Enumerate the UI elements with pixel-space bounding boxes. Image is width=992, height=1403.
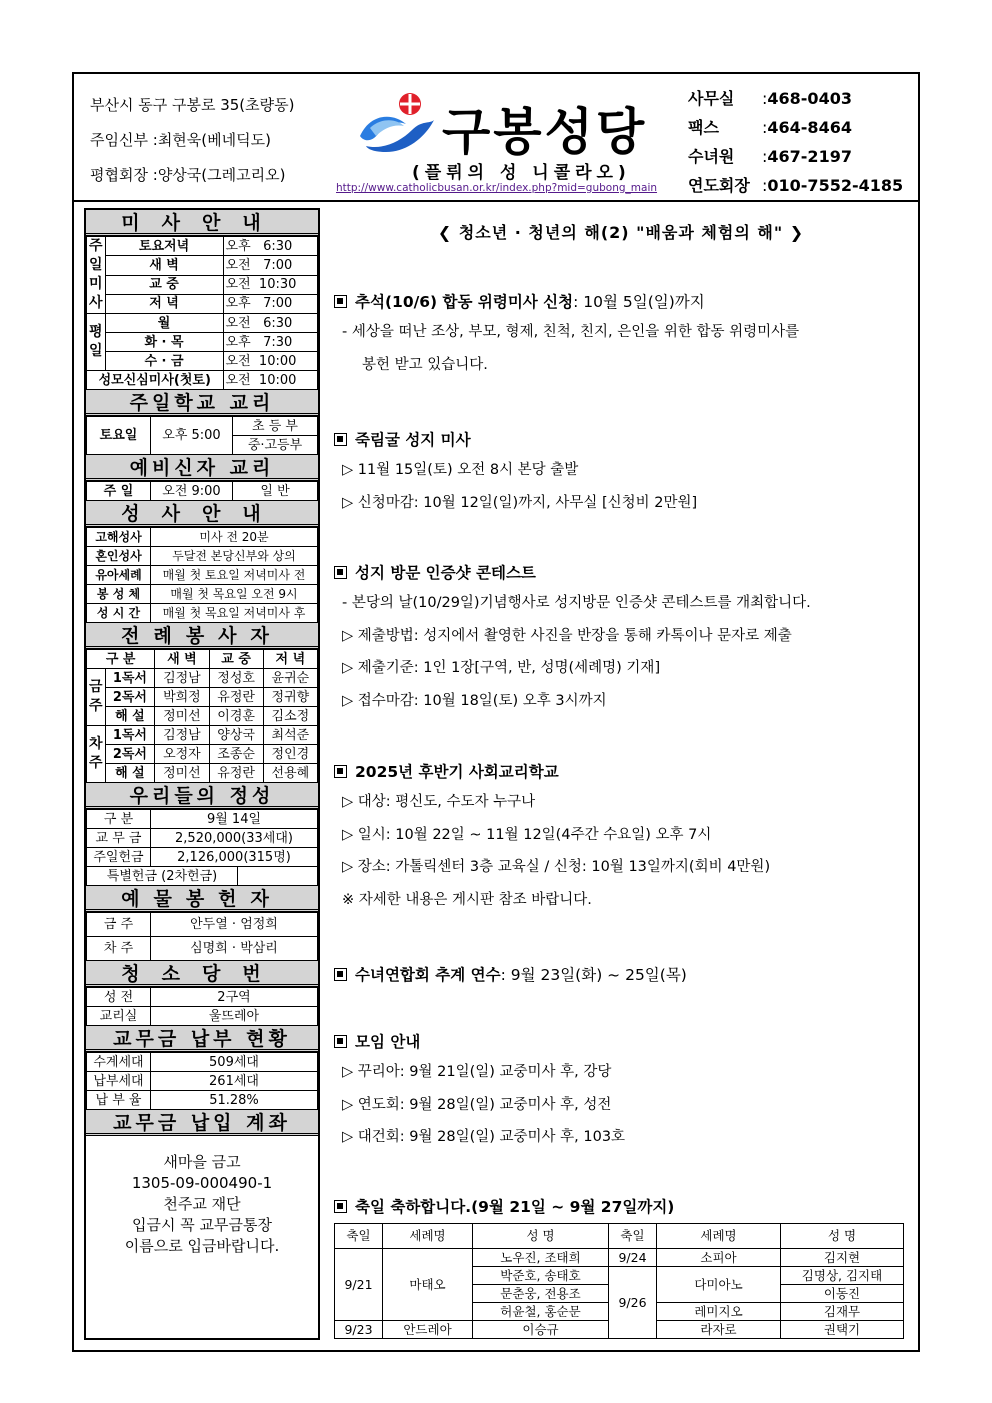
minister: 최석준 (263, 726, 317, 745)
week-label: 차주 (87, 726, 106, 783)
section-social-doctrine (334, 760, 908, 916)
table-row (87, 547, 318, 566)
table-row (87, 482, 318, 501)
table-row (87, 988, 318, 1007)
square-bullet-icon (334, 566, 347, 579)
member-names: 박준호, 송태호 (473, 1267, 609, 1285)
sacrament-desc: 미사 전 20분 (151, 528, 318, 547)
section-memorial-mass (334, 290, 908, 381)
section-line: ▷ 접수마감: 10월 18일(토) 오후 3시까지 (342, 692, 607, 709)
pastor-line (90, 123, 295, 158)
member-names: 노우진, 조태희 (473, 1249, 609, 1267)
contact-yeondo (688, 171, 903, 200)
role: 1독서 (105, 726, 155, 745)
patron-saint: (플뤼의 성 니콜라오) (412, 163, 631, 183)
minister: 김정남 (155, 669, 209, 688)
table-row (87, 764, 318, 783)
section-heading (334, 963, 908, 985)
column-header: 성 명 (781, 1224, 904, 1249)
baptismal-name: 안드레아 (383, 1321, 473, 1339)
time: 6:30 (263, 238, 293, 254)
ministers-title: 전례봉사자 (86, 623, 318, 649)
section-line: ▷ 장소: 가톨릭센터 3층 교육실 / 신청: 10월 13일까지(회비 4만원) (342, 859, 771, 875)
weekday-mass-label: 평일 (87, 314, 106, 371)
column-header: 저 녁 (263, 650, 317, 669)
mass-name: 저 녁 (105, 294, 223, 313)
mass-schedule-table (86, 236, 318, 390)
table-row (87, 1091, 318, 1110)
ampm: 오전 (225, 353, 251, 369)
offering-value: 2,126,000(315명) (151, 848, 318, 867)
special-offering-value (238, 867, 318, 886)
contact-label: 팩스 (688, 118, 719, 137)
member-names: 김재무 (781, 1303, 904, 1321)
section-tail: : 10월 5일(일)까지 (573, 293, 705, 311)
minister: 정귀향 (263, 688, 317, 707)
time: 10:30 (258, 277, 297, 293)
square-bullet-icon (334, 433, 347, 446)
square-bullet-icon (334, 968, 347, 981)
donor-names: 안두열 · 엄정희 (151, 913, 318, 937)
mass-name: 화 · 목 (105, 333, 223, 352)
feast-day-table (334, 1223, 904, 1339)
mass-name: 교 중 (105, 275, 223, 294)
section-line: ※ 자세한 내용은 게시판 참조 바랍니다. (342, 891, 592, 908)
table-row (87, 371, 318, 390)
theme-banner: ❮ 청소년 · 청년의 해(2) "배움과 체험의 해" ❯ (437, 223, 805, 242)
table-row (87, 352, 318, 371)
member-names: 허윤철, 홍순문 (473, 1303, 609, 1321)
column-header: 교 중 (209, 650, 263, 669)
baptismal-name: 라자로 (657, 1321, 781, 1339)
baptismal-name: 레미지오 (657, 1303, 781, 1321)
mass-time (223, 294, 317, 313)
offering-label: 교 무 금 (87, 829, 151, 848)
table-row (87, 688, 318, 707)
church-logo-area (336, 84, 676, 200)
ampm: 오전 (225, 277, 251, 293)
class-time: 오후 5:00 (151, 417, 233, 455)
minister: 박희정 (155, 688, 209, 707)
sacrament-name: 유아세례 (87, 566, 151, 585)
section-line: ▷ 제출기준: 1인 1장[구역, 반, 성명(세례명) 기재] (342, 660, 661, 676)
section-title: 모임 안내 (355, 1033, 421, 1051)
section-line: ▷ 연도회: 9월 28일(일) 교중미사 후, 성전 (342, 1096, 612, 1113)
section-title: 성지 방문 인증샷 콘테스트 (355, 564, 536, 582)
ampm: 오후 (225, 238, 251, 254)
table-row (87, 417, 318, 436)
member-names: 김지현 (781, 1249, 904, 1267)
offerings-title: 우리들의 정성 (86, 783, 318, 809)
section-line: ▷ 대상: 평신도, 수도자 누구나 (342, 794, 536, 810)
column-header: 새 벽 (155, 650, 209, 669)
account-number: 1305-09-000490-1 (131, 1174, 273, 1192)
ampm: 오후 (225, 334, 251, 350)
feast-date: 9/21 (335, 1249, 383, 1321)
section-heading (334, 290, 908, 312)
offering-label: 구 분 (87, 810, 151, 829)
church-logo-icon (356, 90, 436, 154)
role: 해 설 (105, 764, 155, 783)
cleaning-place: 교리실 (87, 1007, 151, 1026)
table-row (87, 604, 318, 623)
section-title: 2025년 후반기 사회교리학교 (355, 763, 559, 781)
member-names: 이승규 (473, 1321, 609, 1339)
column-header: 축일 (335, 1224, 383, 1249)
phone-number: 464-8464 (767, 118, 852, 137)
square-bullet-icon (334, 295, 347, 308)
table-row (87, 867, 318, 886)
dues-value: 509세대 (151, 1053, 318, 1072)
time: 7:00 (263, 296, 293, 312)
week-label: 금주 (87, 669, 106, 726)
table-row (87, 237, 318, 256)
catechumen-table (86, 481, 318, 501)
address: 부산시 동구 구봉로 35(초량동) (90, 96, 295, 114)
class-day: 주 일 (87, 482, 151, 501)
sacrament-name: 봉 성 체 (87, 585, 151, 604)
table-row (87, 566, 318, 585)
contact-value (762, 171, 903, 200)
table-row (87, 528, 318, 547)
section-line: - 본당의 날(10/29일)기념행사로 성지방문 인증샷 콘테스트를 개최합니다. (342, 595, 811, 611)
table-row (87, 1007, 318, 1026)
dues-title: 교무금 납부 현황 (86, 1026, 318, 1052)
offering-value: 9월 14일 (151, 810, 318, 829)
column-header: 세례명 (657, 1224, 781, 1249)
square-bullet-icon (334, 1200, 347, 1213)
time: 6:30 (263, 315, 293, 331)
member-names: 김명상, 김지태 (781, 1267, 904, 1285)
section-nuns-retreat (334, 963, 908, 985)
dues-label: 납 부 율 (87, 1091, 151, 1110)
sidebar-info (84, 208, 320, 1340)
role: 해 설 (105, 707, 155, 726)
minister: 정미선 (155, 707, 209, 726)
minister: 조종순 (209, 745, 263, 764)
contact-office (688, 84, 903, 113)
mass-name: 수 · 금 (105, 352, 223, 371)
mass-name: 성모신심미사(첫토) (87, 371, 224, 390)
table-row (87, 745, 318, 764)
ampm: 오전 (225, 257, 251, 273)
separator: : (762, 89, 768, 108)
council-name: 양상국(그레고리오) (157, 166, 286, 184)
ampm: 오후 (225, 296, 251, 312)
sacrament-name: 혼인성사 (87, 547, 151, 566)
mass-time (223, 371, 317, 390)
minister: 정미선 (155, 764, 209, 783)
separator: : (152, 166, 158, 184)
section-title: 축일 축하합니다.(9월 21일 ~ 9월 27일까지) (355, 1198, 675, 1216)
bulletin-header (74, 74, 918, 202)
table-row (87, 314, 318, 333)
catechumen-title: 예비신자 교리 (86, 455, 318, 481)
section-heading (334, 428, 908, 450)
role: 1독서 (105, 669, 155, 688)
dues-value: 51.28% (151, 1091, 318, 1110)
section-line: ▷ 제출방법: 성지에서 촬영한 사진을 반장을 통해 카톡이나 문자로 제출 (342, 627, 792, 644)
minister: 양상국 (209, 726, 263, 745)
deposit-note: 입금시 꼭 교무금통장 (132, 1216, 272, 1234)
sacraments-table (86, 527, 318, 623)
ampm: 오전 (225, 315, 251, 331)
section-tail: : 9월 23일(화) ~ 25일(목) (500, 966, 687, 984)
donor-week: 차 주 (87, 937, 151, 961)
section-jukrimgul (334, 428, 908, 519)
contact-fax (688, 113, 903, 142)
mass-name: 새 벽 (105, 256, 223, 275)
table-row (87, 1053, 318, 1072)
section-line: ▷ 꾸리아: 9월 21일(일) 교중미사 후, 강당 (342, 1064, 612, 1080)
sunday-mass-label: 주일미사 (87, 237, 106, 314)
sunday-school-title: 주일학교 교리 (86, 390, 318, 416)
contact-value (762, 113, 852, 142)
section-photo-contest (334, 561, 908, 717)
minister: 윤귀순 (263, 669, 317, 688)
contact-value (762, 84, 852, 113)
table-row (87, 294, 318, 313)
section-line: - 세상을 떠난 조상, 부모, 형제, 친척, 친지, 은인을 위한 합동 위령미사를 (342, 324, 800, 340)
table-row (87, 848, 318, 867)
sacrament-desc: 두달전 본당신부와 상의 (151, 547, 318, 566)
section-heading (334, 561, 908, 583)
dues-label: 납부세대 (87, 1072, 151, 1091)
section-heading (334, 1195, 908, 1217)
member-names: 이동진 (781, 1285, 904, 1303)
section-line: 봉헌 받고 있습니다. (362, 356, 488, 373)
deposit-note: 이름으로 입금바랍니다. (124, 1237, 280, 1255)
square-bullet-icon (334, 1035, 347, 1048)
table-row (87, 913, 318, 937)
minister: 정성호 (209, 669, 263, 688)
class-group: 일 반 (233, 482, 318, 501)
offering-label: 주일헌금 (87, 848, 151, 867)
council-label: 평협회장 (90, 166, 148, 184)
pastor-label: 주임신부 (90, 131, 148, 149)
column-header: 세례명 (383, 1224, 473, 1249)
sacraments-title: 성사안내 (86, 501, 318, 527)
bank-account-info (86, 1136, 318, 1257)
section-title: 죽림굴 성지 미사 (355, 431, 471, 449)
minister: 유정란 (209, 688, 263, 707)
contact-list (688, 84, 903, 200)
special-offering-label: 특별헌금 (2차헌금) (87, 867, 238, 886)
offerings-table (86, 809, 318, 886)
dues-label: 수계세대 (87, 1053, 151, 1072)
separator: : (152, 131, 158, 149)
donor-names: 심명희 · 박삼리 (151, 937, 318, 961)
minister: 유정란 (209, 764, 263, 783)
role: 2독서 (105, 745, 155, 764)
phone-number: 468-0403 (767, 89, 852, 108)
column-header: 축일 (609, 1224, 657, 1249)
class-group: 초 등 부 (233, 417, 318, 436)
donor-week: 금 주 (87, 913, 151, 937)
column-header: 성 명 (473, 1224, 609, 1249)
table-row (87, 333, 318, 352)
website-link[interactable]: http://www.catholicbusan.or.kr/index.php?mid=gubong_main (336, 182, 658, 194)
ministers-table (86, 649, 318, 783)
contact-label: 사무실 (688, 89, 735, 108)
table-row (335, 1249, 904, 1267)
member-names: 문춘웅, 전용조 (473, 1285, 609, 1303)
table-row (87, 810, 318, 829)
sacrament-name: 성 시 간 (87, 604, 151, 623)
church-name: 구봉성당 (442, 103, 648, 161)
mass-time (223, 352, 317, 371)
mass-name: 토요저녁 (105, 237, 223, 256)
minister: 정인경 (263, 745, 317, 764)
contact-label: 연도회장 (688, 176, 750, 195)
time: 7:30 (263, 334, 293, 350)
square-bullet-icon (334, 765, 347, 778)
contact-convent (688, 142, 903, 171)
sacrament-desc: 매월 첫 목요일 오전 9시 (151, 585, 318, 604)
section-line: ▷ 신청마감: 10월 12일(일)까지, 사무실 [신청비 2만원] (342, 494, 698, 511)
bulletin-page (72, 72, 920, 1352)
section-line: ▷ 대건회: 9월 28일(일) 교중미사 후, 103호 (342, 1129, 626, 1145)
cleaning-title: 청소당번 (86, 961, 318, 987)
mass-schedule-title: 미사안내 (86, 210, 318, 236)
baptismal-name: 다미아노 (657, 1267, 781, 1303)
table-row (87, 707, 318, 726)
table-row (87, 937, 318, 961)
account-title: 교무금 납입 계좌 (86, 1110, 318, 1136)
feast-date: 9/24 (609, 1249, 657, 1267)
mass-time (223, 237, 317, 256)
time: 10:00 (258, 372, 297, 388)
mass-time (223, 256, 317, 275)
cleaning-table (86, 987, 318, 1026)
table-row (87, 829, 318, 848)
pastor-name: 최현욱(베네딕도) (157, 131, 271, 149)
member-names: 권택기 (781, 1321, 904, 1339)
class-group: 중·고등부 (233, 436, 318, 455)
contact-label: 수녀원 (688, 147, 735, 166)
minister: 김정남 (155, 726, 209, 745)
donors-title: 예물봉헌자 (86, 886, 318, 912)
account-holder: 천주교 재단 (163, 1195, 241, 1213)
feast-date: 9/26 (609, 1267, 657, 1339)
class-time: 오전 9:00 (151, 482, 233, 501)
donors-table (86, 912, 318, 961)
role: 2독서 (105, 688, 155, 707)
council-line (90, 158, 295, 193)
announcements (334, 208, 908, 1337)
table-row (87, 1072, 318, 1091)
section-title: 추석(10/6) 합동 위령미사 신청 (355, 293, 574, 311)
section-heading (334, 760, 908, 782)
separator: : (762, 147, 768, 166)
cleaning-place: 성 전 (87, 988, 151, 1007)
phone-number: 010-7552-4185 (767, 176, 904, 195)
column-header: 구 분 (87, 650, 155, 669)
table-row (87, 726, 318, 745)
bank-name: 새마을 금고 (163, 1153, 241, 1171)
section-line: ▷ 11월 15일(토) 오전 8시 본당 출발 (342, 462, 579, 478)
sunday-school-table (86, 416, 318, 455)
phone-number: 467-2197 (767, 147, 852, 166)
section-line: ▷ 일시: 10월 22일 ~ 11월 12일(4주간 수요일) 오후 7시 (342, 826, 712, 843)
sacrament-desc: 매월 첫 목요일 저녁미사 후 (151, 604, 318, 623)
separator: : (762, 118, 768, 137)
minister: 선용혜 (263, 764, 317, 783)
baptismal-name: 소피아 (657, 1249, 781, 1267)
table-row (87, 650, 318, 669)
baptismal-name: 마태오 (383, 1249, 473, 1321)
class-day: 토요일 (87, 417, 151, 455)
cleaning-group: 울뜨레아 (151, 1007, 318, 1026)
table-row (87, 585, 318, 604)
church-info (90, 88, 295, 193)
mass-time (223, 314, 317, 333)
time: 7:00 (263, 257, 293, 273)
section-feast-days (334, 1195, 908, 1339)
table-header-row (335, 1224, 904, 1249)
section-meetings (334, 1030, 908, 1154)
section-heading (334, 1030, 908, 1052)
mass-name: 월 (105, 314, 223, 333)
minister: 김소정 (263, 707, 317, 726)
minister: 이경훈 (209, 707, 263, 726)
table-row (87, 669, 318, 688)
sacrament-desc: 매월 첫 토요일 저녁미사 전 (151, 566, 318, 585)
dues-table (86, 1052, 318, 1110)
offering-value: 2,520,000(33세대) (151, 829, 318, 848)
cleaning-group: 2구역 (151, 988, 318, 1007)
mass-time (223, 333, 317, 352)
table-row (87, 256, 318, 275)
feast-date: 9/23 (335, 1321, 383, 1339)
time: 10:00 (258, 353, 297, 369)
ampm: 오전 (225, 372, 251, 388)
section-title: 수녀연합회 추계 연수 (355, 966, 501, 984)
contact-value (762, 142, 852, 171)
sacrament-name: 고해성사 (87, 528, 151, 547)
minister: 오정자 (155, 745, 209, 764)
separator: : (762, 176, 768, 195)
dues-value: 261세대 (151, 1072, 318, 1091)
mass-time (223, 275, 317, 294)
table-row (87, 275, 318, 294)
